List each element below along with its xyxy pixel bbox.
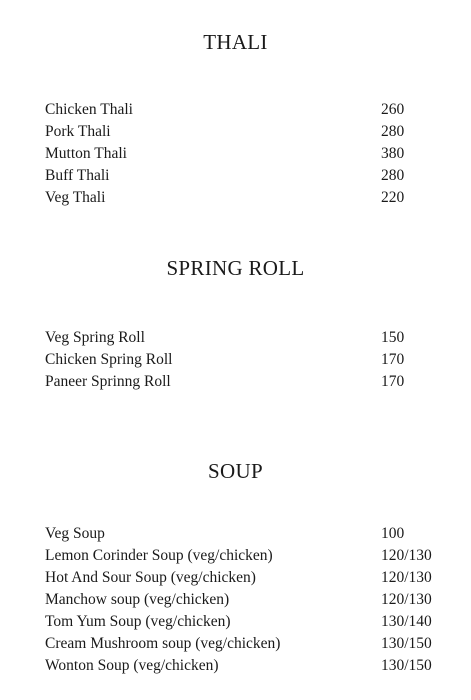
menu-item [45, 589, 445, 611]
menu-item [45, 187, 445, 209]
menu-item [45, 633, 445, 655]
item-name: Hot And Sour Soup (veg/chicken) [45, 569, 256, 586]
item-price: 220 [381, 189, 405, 206]
item-price: 170 [381, 373, 405, 390]
section-title-thali: THALI [203, 30, 268, 54]
item-name: Chicken Spring Roll [45, 351, 173, 368]
menu-list-soup [45, 523, 445, 677]
item-name: Buff Thali [45, 167, 110, 184]
item-name: Veg Soup [45, 525, 105, 542]
menu-item [45, 327, 445, 349]
item-price: 120/130 [381, 569, 432, 586]
item-price: 130/150 [381, 657, 432, 674]
menu-list-spring-roll [45, 327, 445, 393]
item-name: Wonton Soup (veg/chicken) [45, 657, 219, 674]
item-price: 380 [381, 145, 405, 162]
item-name: Cream Mushroom soup (veg/chicken) [45, 635, 281, 652]
item-price: 130/150 [381, 635, 432, 652]
item-name: Tom Yum Soup (veg/chicken) [45, 613, 231, 630]
item-price: 170 [381, 351, 405, 368]
item-price: 130/140 [381, 613, 432, 630]
menu-item [45, 349, 445, 371]
menu-item [45, 143, 445, 165]
menu-item [45, 655, 445, 677]
item-name: Pork Thali [45, 123, 111, 140]
item-name: Paneer Sprinng Roll [45, 373, 171, 390]
menu-list-thali [45, 99, 445, 209]
item-price: 280 [381, 123, 405, 140]
item-name: Mutton Thali [45, 145, 127, 162]
item-name: Chicken Thali [45, 101, 133, 118]
menu-item [45, 165, 445, 187]
item-price: 100 [381, 525, 405, 542]
item-price: 120/130 [381, 547, 432, 564]
section-title-spring-roll: SPRING ROLL [166, 256, 305, 280]
menu-item [45, 121, 445, 143]
section-title-soup: SOUP [208, 459, 263, 483]
menu-item [45, 567, 445, 589]
item-name: Manchow soup (veg/chicken) [45, 591, 230, 608]
item-name: Veg Spring Roll [45, 329, 145, 346]
item-price: 120/130 [381, 591, 432, 608]
item-price: 260 [381, 101, 405, 118]
item-name: Lemon Corinder Soup (veg/chicken) [45, 547, 273, 564]
menu-item [45, 611, 445, 633]
item-price: 280 [381, 167, 405, 184]
item-name: Veg Thali [45, 189, 106, 206]
menu-item [45, 545, 445, 567]
menu-item [45, 523, 445, 545]
menu-item [45, 371, 445, 393]
menu-item [45, 99, 445, 121]
item-price: 150 [381, 329, 405, 346]
